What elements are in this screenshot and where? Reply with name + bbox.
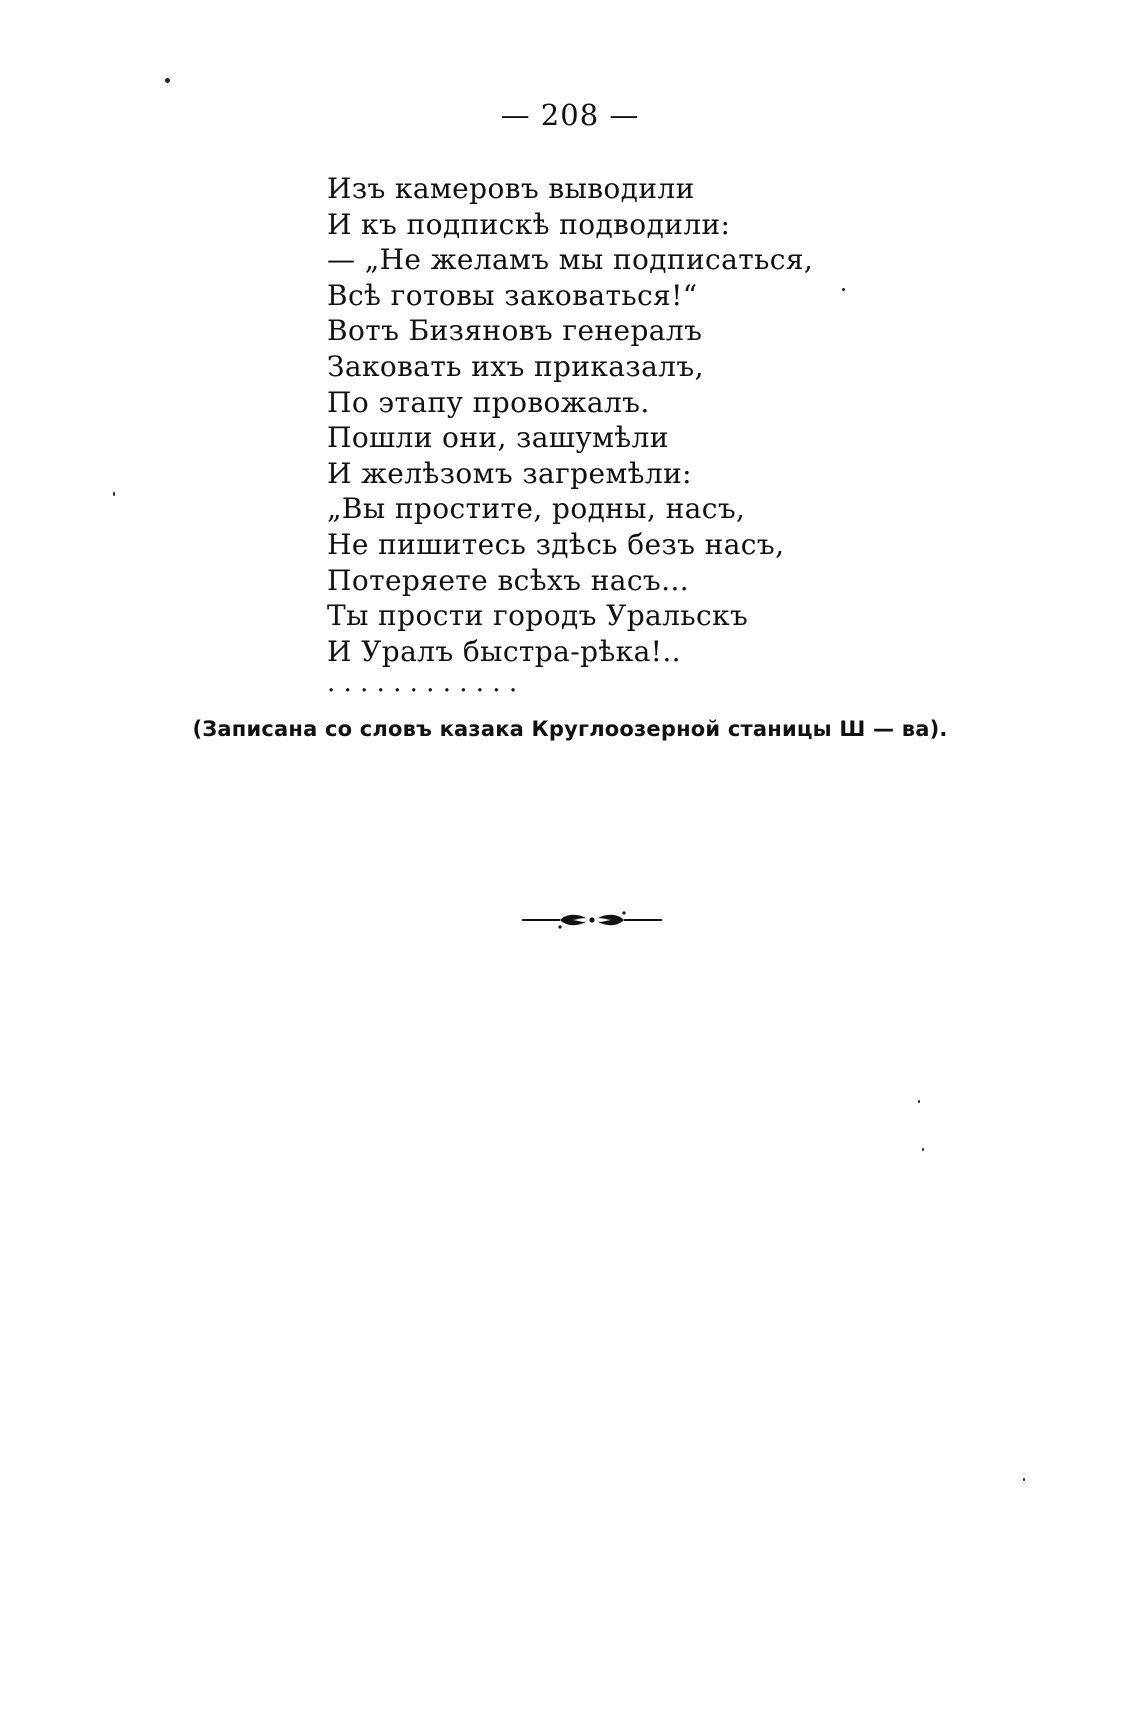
poem-line: Пошли они, зашумѣли [327,421,669,455]
poem-line: Вотъ Бизяновъ генералъ [327,314,703,348]
poem-line: По этапу провожалъ. [327,385,650,419]
poem-ellipsis: . . . . . . . . . . . . [327,668,518,698]
poem-text [327,171,887,669]
poem-line: „Вы простите, родны, насъ, [327,492,746,526]
fleuron-ornament-icon [520,905,664,935]
poem-line: — „Не желамъ мы подписаться, [327,243,814,277]
poem-line: И желѣзомъ загремѣли: [327,456,693,490]
source-note: (Записана со словъ казака Круглоозерной станицы Ш — ва). [192,717,948,741]
print-speck [918,1100,920,1103]
print-speck [113,492,115,496]
poem-line: Потеряете всѣхъ насъ... [327,563,690,597]
poem-line: Всѣ готовы заковаться!“ [327,278,698,312]
poem-line: Не пишитесь здѣсь безъ насъ, [327,527,785,561]
page-number: — 208 — [500,98,640,132]
print-speck [1023,1478,1025,1481]
poem-line: Изъ камеровъ выводили [327,172,695,205]
poem-line: И Уралъ быстра-рѣка!.. [327,634,681,668]
poem-line: И къ подпискѣ подводили: [327,207,731,241]
print-speck [922,1148,924,1151]
poem-line: Ты прости городъ Уральскъ [327,599,749,633]
print-speck [165,78,170,83]
print-speck [842,288,845,291]
poem-line: Заковать ихъ приказалъ, [327,349,704,383]
